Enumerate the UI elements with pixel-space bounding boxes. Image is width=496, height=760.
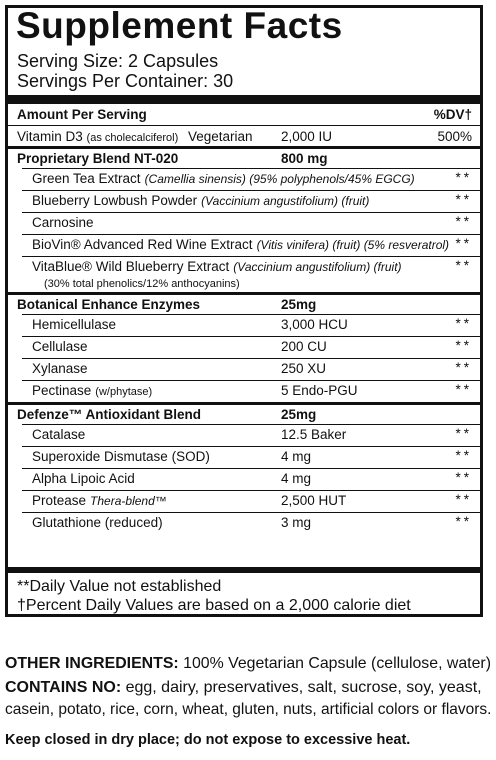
footnote-dv-not-established: **Daily Value not established <box>17 578 222 595</box>
panel-title: Supplement Facts <box>16 5 343 46</box>
ingredient-row <box>32 193 369 209</box>
ingredient-amount: 3,000 HCU <box>281 317 348 332</box>
other-ingredients-label: OTHER INGREDIENTS: <box>5 655 179 672</box>
row-divider <box>8 292 480 295</box>
contains-no-line1: egg, dairy, preservatives, salt, sucrose, soy, yeast, <box>125 679 482 696</box>
ingredient-dv: ** <box>455 382 472 397</box>
ingredient-dv: ** <box>455 214 472 229</box>
row-divider <box>22 358 480 359</box>
row-divider <box>22 256 480 257</box>
ingredient-name: Pectinase <box>32 383 92 398</box>
blend-amount: 25mg <box>281 297 317 312</box>
ingredient-row <box>32 471 135 487</box>
ingredient-dv: ** <box>455 470 472 485</box>
vitamin-source: (as cholecalciferol) <box>86 132 179 144</box>
ingredient-name: Superoxide Dismutase (SOD) <box>32 449 210 464</box>
dv-header: %DV† <box>433 107 472 122</box>
ingredient-row <box>32 317 116 333</box>
contains-no <box>5 678 482 698</box>
blend-amount: 25mg <box>281 407 317 422</box>
ingredient-name: Xylanase <box>32 361 88 376</box>
row-divider <box>22 468 480 469</box>
ingredient-name: Carnosine <box>32 215 94 230</box>
other-ingredients <box>5 654 491 674</box>
ingredient-row <box>32 339 88 355</box>
divider <box>8 125 480 126</box>
thick-rule-bottom <box>8 567 480 573</box>
ingredient-dv: ** <box>455 316 472 331</box>
row-divider <box>22 190 480 191</box>
ingredient-dv: ** <box>455 360 472 375</box>
ingredient-name: BioVin® Advanced Red Wine Extract <box>32 237 253 252</box>
contains-no-label: CONTAINS NO: <box>5 679 122 696</box>
ingredient-amount: 12.5 Baker <box>281 427 347 442</box>
row-divider <box>22 212 480 213</box>
ingredient-dv: ** <box>455 514 472 529</box>
ingredient-row <box>32 171 415 187</box>
ingredient-dv: ** <box>455 448 472 463</box>
storage-instructions: Keep closed in dry place; do not expose to excessive heat. <box>5 732 411 748</box>
blend-name: Defenze™ Antioxidant Blend <box>17 407 202 422</box>
row-divider <box>22 512 480 513</box>
ingredient-name: Catalase <box>32 427 86 442</box>
ingredient-row <box>32 449 210 465</box>
ingredient-amount: 3 mg <box>281 515 312 530</box>
ingredient-name: Blueberry Lowbush Powder <box>32 193 198 208</box>
ingredient-name: Alpha Lipoic Acid <box>32 471 135 486</box>
ingredient-row <box>32 493 167 509</box>
ingredient-row <box>32 237 449 253</box>
other-ingredients-text: 100% Vegetarian Capsule (cellulose, water) <box>183 655 491 672</box>
ingredient-amount: 250 XU <box>281 361 327 376</box>
ingredient-dv: ** <box>455 170 472 185</box>
row-divider <box>22 424 480 425</box>
footnote-percent-dv: †Percent Daily Values are based on a 2,000 calorie diet <box>17 597 411 614</box>
ingredient-name: Protease <box>32 493 87 508</box>
row-divider <box>22 336 480 337</box>
row-divider <box>22 380 480 381</box>
vitamin-name: Vitamin D3 <box>17 129 83 144</box>
ingredient-row <box>32 383 152 400</box>
ingredient-subnote: (30% total phenolics/12% anthocyanins) <box>44 278 240 290</box>
blend-name: Proprietary Blend NT-020 <box>17 151 179 166</box>
ingredient-detail: (Camellia sinensis) (95% polyphenols/45% EGCG) <box>144 172 415 186</box>
vitamin-note: Vegetarian <box>188 129 253 144</box>
vitamin-d3-row <box>17 129 253 146</box>
servings-per-container: Servings Per Container: 30 <box>17 71 234 91</box>
ingredient-detail: (w/phytase) <box>95 386 153 398</box>
contains-no-line2: casein, potato, rice, corn, wheat, gluten, nuts, artificial colors or flavors. <box>5 701 492 718</box>
row-divider <box>22 234 480 235</box>
ingredient-dv: ** <box>455 258 472 273</box>
row-divider <box>22 490 480 491</box>
ingredient-dv: ** <box>455 426 472 441</box>
ingredient-name: Hemicellulase <box>32 317 117 332</box>
ingredient-row <box>32 361 88 377</box>
thick-rule <box>8 95 480 104</box>
ingredient-amount: 5 Endo-PGU <box>281 383 358 398</box>
row-divider <box>8 146 480 149</box>
ingredient-row <box>32 427 85 443</box>
ingredient-amount: 200 CU <box>281 339 327 354</box>
row-divider <box>22 446 480 447</box>
ingredient-amount: 2,500 HUT <box>281 493 347 508</box>
amount-per-serving-label: Amount Per Serving <box>17 107 147 122</box>
vitamin-dv: 500% <box>437 129 472 144</box>
row-divider <box>22 168 480 169</box>
ingredient-amount: 4 mg <box>281 449 312 464</box>
ingredient-dv: ** <box>455 338 472 353</box>
ingredient-name: VitaBlue® Wild Blueberry Extract <box>32 259 230 274</box>
ingredient-dv: ** <box>455 492 472 507</box>
ingredient-row <box>32 515 163 531</box>
vitamin-amount: 2,000 IU <box>281 129 333 144</box>
ingredient-row <box>32 215 94 231</box>
ingredient-detail: (Vaccinium angustifolium) (fruit) <box>201 194 370 208</box>
ingredient-detail: (Vaccinium angustifolium) (fruit) <box>233 260 402 274</box>
blend-amount: 800 mg <box>281 151 328 166</box>
ingredient-amount: 4 mg <box>281 471 312 486</box>
row-divider <box>8 402 480 405</box>
ingredient-name: Glutathione (reduced) <box>32 515 163 530</box>
supplement-facts-panel <box>5 5 483 617</box>
row-divider <box>22 314 480 315</box>
ingredient-dv: ** <box>455 192 472 207</box>
ingredient-row <box>32 259 402 275</box>
ingredient-name: Cellulase <box>32 339 88 354</box>
serving-size: Serving Size: 2 Capsules <box>17 51 219 71</box>
ingredient-detail: (Vitis vinifera) (fruit) (5% resveratrol) <box>256 238 450 252</box>
blend-name: Botanical Enhance Enzymes <box>17 297 201 312</box>
ingredient-detail: Thera-blend™ <box>90 494 167 508</box>
ingredient-dv: ** <box>455 236 472 251</box>
ingredient-name: Green Tea Extract <box>32 171 141 186</box>
